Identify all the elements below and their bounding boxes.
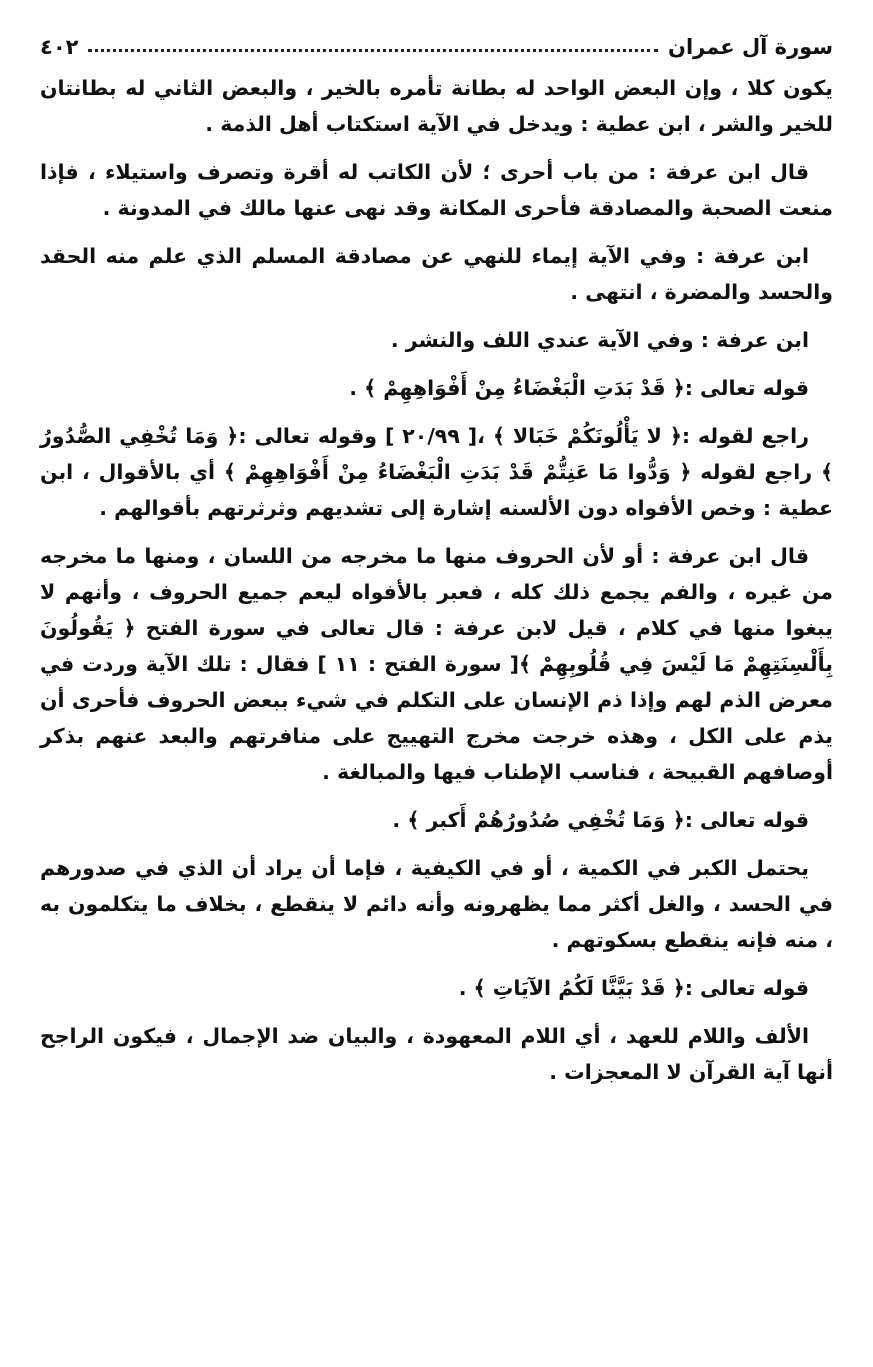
paragraph: يكون كلا ، وإن البعض الواحد له بطانة تأمره بالخير ، والبعض الثاني له بطانتان للخير والشر ، ابن عطية : ويدخل في الآية استكتاب أهل الذمة . bbox=[40, 76, 833, 136]
page-number: ٤٠٢ bbox=[40, 35, 79, 59]
paragraph: الألف واللام للعهد ، أي اللام المعهودة ، والبيان ضد الإجمال ، فيكون الراجح أنها آية القرآن لا المعجزات . bbox=[40, 1024, 833, 1084]
paragraph: قال ابن عرفة : من باب أحرى ؛ لأن الكاتب له أقرة وتصرف واستيلاء ، فإذا منعت الصحبة والمصادقة فأحرى المكانة وقد نهى عنها مالك في المدونة . bbox=[40, 160, 833, 220]
book-page bbox=[40, 30, 833, 1102]
page-header bbox=[40, 30, 833, 64]
paragraph: ابن عرفة : وفي الآية عندي اللف والنشر . bbox=[390, 328, 809, 352]
verse-heading: قوله تعالى :﴿ وَمَا تُخْفِي صُدُورُهُمْ أَكبر ﴾ . bbox=[392, 808, 809, 832]
paragraph: يحتمل الكبر في الكمية ، أو في الكيفية ، فإما أن يراد أن الذي في صدورهم في الحسد ، والغل أكثر مما يظهرونه وأنه دائم لا ينقطع ، بخلاف ما يتكلمون به ، منه فإنه ينقطع بسكوتهم . bbox=[40, 856, 833, 952]
paragraph: قال ابن عرفة : أو لأن الحروف منها ما مخرجه من اللسان ، ومنها ما مخرجه من غيره ، والفم يجمع ذلك كله ، فعبر بالأفواه ليعم جميع الحروف ، وأنهم لا يبغوا منها في كلام ، قيل لابن عرفة : قال تعالى في سورة الفتح ﴿ يَقُولُونَ بِأَلْسِنَتِهِمْ مَا لَيْسَ فِي قُلُوبِهِمْ ﴾[ سورة الفتح : ١١ ] فقال : تلك الآية وردت في معرض الذم لهم وإذا ذم الإنسان على التكلم في شيء ببعض الحروف فأحرى أن يذم على الكل ، وهذه خرجت مخرج التهييج على منافرتهم والبعد عنهم بذكر أوصافهم القبيحة ، فناسب الإطناب فيها والمبالغة . bbox=[40, 544, 833, 784]
paragraph: راجع لقوله :﴿ لا يَأْلُونَكُمْ خَبَالا ﴾ ،[ ٢٠/٩٩ ] وقوله تعالى :﴿ وَمَا تُخْفِي الصُّدُورُ ﴾ راجع لقوله ﴿ وَدُّوا مَا عَنِتُّمْ قَدْ بَدَتِ الْبَغْضَاءُ مِنْ أَفْوَاهِهِمْ ﴾ أي بالأقوال ، ابن عطية : وخص الأفواه دون الألسنه إشارة إلى تشديهم وثرثرتهم بأقوالهم . bbox=[40, 424, 833, 520]
header-dotted-rule bbox=[88, 49, 658, 52]
surah-title: سورة آل عمران bbox=[668, 35, 833, 59]
verse-heading: قوله تعالى :﴿ قَدْ بَيَّنَّا لَكُمُ الآيَاتِ ﴾ . bbox=[458, 976, 809, 1000]
verse-heading: قوله تعالى :﴿ قَدْ بَدَتِ الْبَغْضَاءُ مِنْ أَفْوَاهِهِمْ ﴾ . bbox=[349, 376, 809, 400]
paragraph: ابن عرفة : وفي الآية إيماء للنهي عن مصادقة المسلم الذي علم منه الحقد والحسد والمضرة ، انتهى . bbox=[40, 244, 833, 304]
